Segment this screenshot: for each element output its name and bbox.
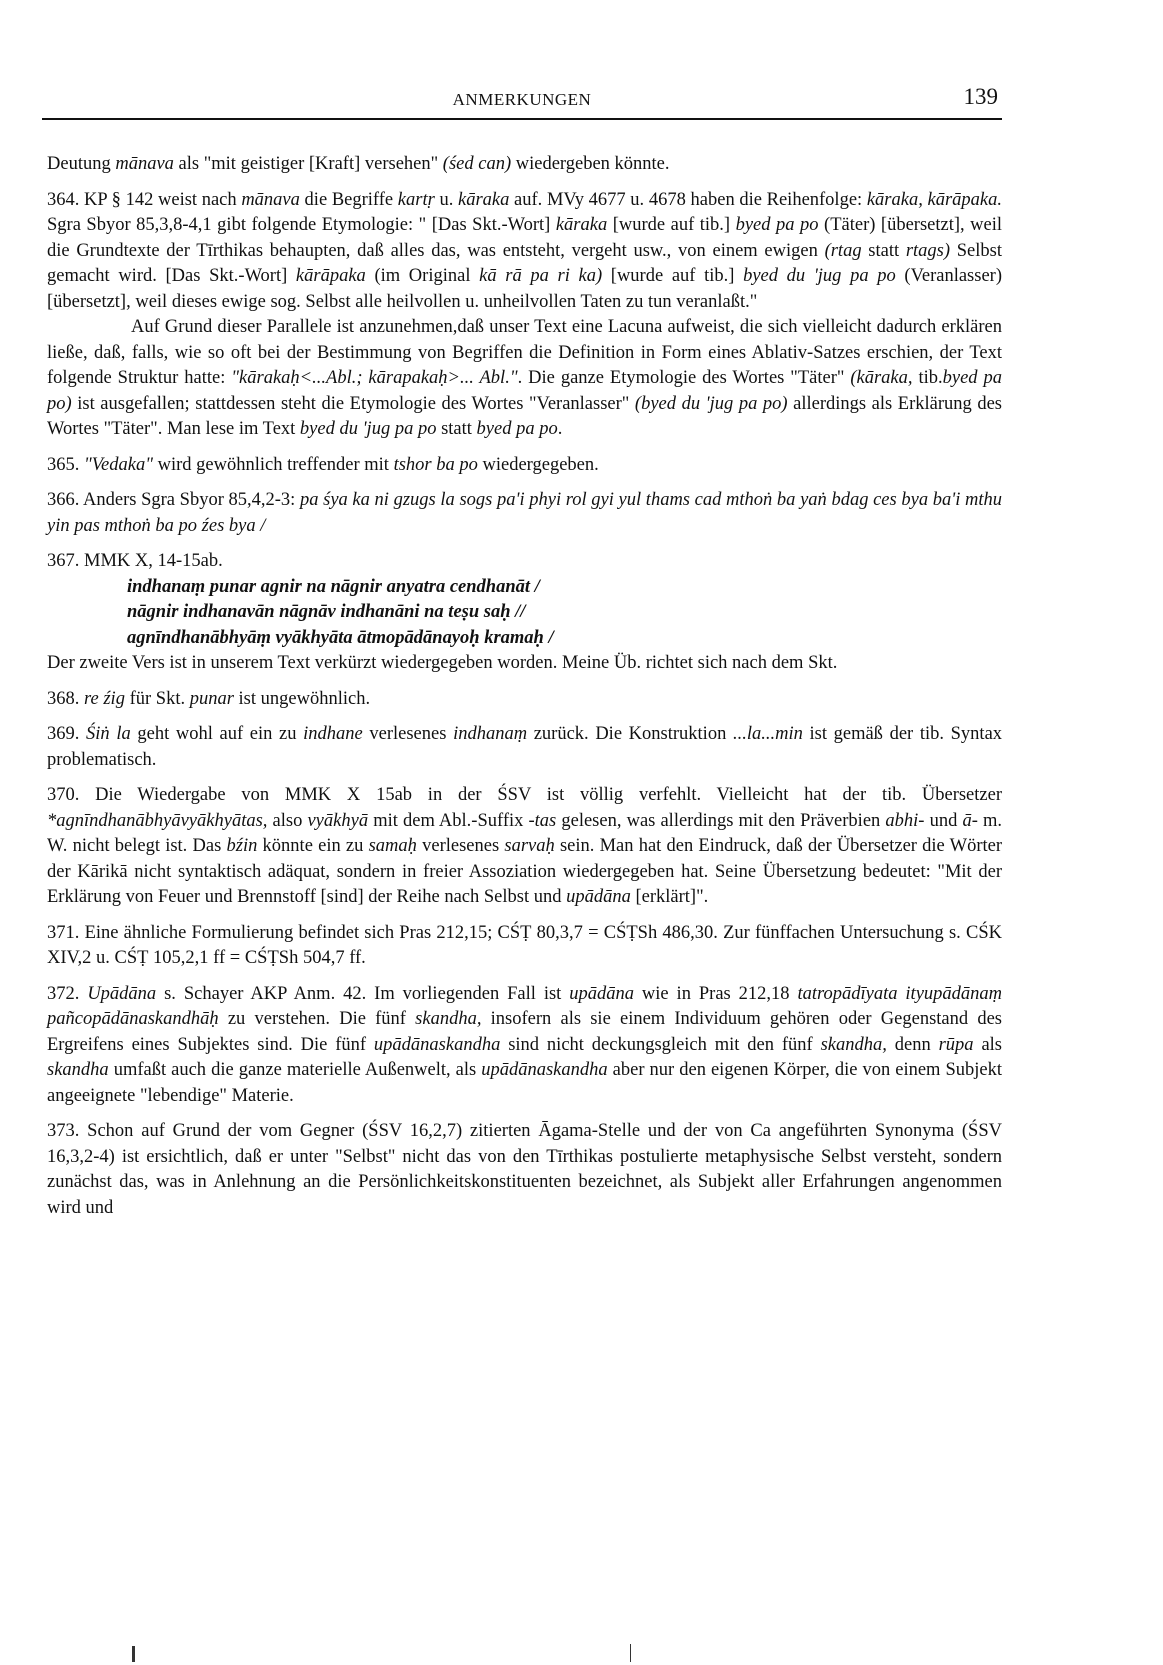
text-run: . xyxy=(557,419,563,439)
text-run: 371. Eine ähnliche Formulierung befindet sich Pras 212,15; CŚṬ 80,3,7 = CŚṬSh 486,30. Zur fünffachen Untersuchung s. CŚK XIV,2 u. CŚṬ 105,2,1 ff = CŚṬSh 504,7 ff. xyxy=(47,922,1002,968)
italic-term: kāraka, kārāpaka. xyxy=(866,189,1003,210)
text-run: (Täter) [übersetzt], weil die Grundtexte der Tīrthikas behaupten, daß alles das, was entsteht, vergeht usw., von einem ewigen xyxy=(47,215,1002,261)
text-run: 365. xyxy=(47,454,84,475)
running-head: ANMERKUNGEN xyxy=(452,90,592,109)
text-run: 372. xyxy=(47,983,88,1004)
text-run: also xyxy=(267,810,308,831)
italic-term: byed du 'jug pa po xyxy=(299,419,437,439)
text-run: ist ausgefallen; stattdessen steht die Etymologie des Wortes "Veranlasser" xyxy=(71,393,635,414)
italic-term: upādāna xyxy=(569,983,634,1004)
text-run: sein. Man hat den Eindruck, daß der Übersetzer die Wörter der Kārikā nicht syntaktisch adäquat, sondern in freier Assoziation wiedergegeben hat. Seine Übersetzung bedeutet: "Mit der Erklärung von Feuer und Brennstoff [sind] der Reihe nach Selbst und xyxy=(47,836,1003,907)
italic-term: pa śya ka ni gzugs la sogs pa'i phyi rol gyi yul thams cad mthoṅ ba yaṅ bdag ces bya ba'i mthu yin pas mthoṅ ba po źes bya / xyxy=(47,490,1002,536)
text-run: tib. xyxy=(912,368,943,388)
text-run: 364. KP § 142 weist nach xyxy=(47,189,242,210)
text-run: umfaßt auch die ganze materielle Außenwelt, als xyxy=(108,1060,482,1080)
italic-term: mānava xyxy=(241,189,300,210)
text-run: m. W. nicht belegt ist. Das xyxy=(47,810,1003,856)
italic-term: skandha xyxy=(47,1060,109,1080)
text-run: Sgra Sbyor 85,3,8-4,1 gibt folgende Etymologie: " [Das Skt.-Wort] xyxy=(47,215,556,235)
italic-term: rūpa xyxy=(938,1034,974,1055)
italic-term: byed pa po) xyxy=(47,368,1002,414)
text-run: [erklärt]". xyxy=(630,887,709,907)
note-paragraph xyxy=(47,921,1002,972)
verse-line: agnīndhanābhyāṃ vyākhyāta ātmopādānayoḥ kramaḥ / xyxy=(127,627,554,648)
italic-term: *agnīndhanābhyāvyākhyātas, xyxy=(47,810,268,831)
italic-term: bźin xyxy=(226,836,258,856)
text-run: mit dem Abl.-Suffix xyxy=(368,810,529,831)
text-run: als xyxy=(973,1034,1002,1055)
note-paragraph xyxy=(47,188,1002,316)
scan-artifacts xyxy=(0,1640,1163,1665)
text-run: auf. MVy 4677 u. 4678 haben die Reihenfolge: xyxy=(509,189,867,210)
page-body xyxy=(47,152,1002,1231)
text-run: aber nur den eigenen Körper, die von einem Subjekt angeeignete "lebendige" Materie. xyxy=(47,1060,1002,1106)
note-paragraph xyxy=(47,315,1002,443)
italic-term: ...la...min xyxy=(732,724,803,744)
text-run: 373. Schon auf Grund der vom Gegner (ŚSV 16,2,7) zitierten Āgama-Stelle und der von Ca angeführten Synonyma (ŚSV 16,3,2-4) ist ersichtlich, daß er unter "Selbst" nicht das von den Tīrthikas postulierte metaphysische Selbst versteht, sondern zunächst das, was in Anlehnung an die Persönlichkeitskonstituenten bezeichnet, als Subjekt aller Erfahrungen angenommen wird und xyxy=(47,1121,1002,1218)
italic-term: ā- xyxy=(962,810,978,831)
text-run: und xyxy=(924,810,963,831)
italic-term: upādāna xyxy=(566,887,631,907)
verse-block xyxy=(127,575,1002,652)
text-run: zurück. Die Konstruktion xyxy=(527,724,733,744)
text-run: die Begriffe xyxy=(299,189,398,210)
italic-term: rtags) xyxy=(905,240,951,261)
italic-term: "kārakaḥ<...Abl.; kārapakaḥ>... Abl." xyxy=(231,368,518,388)
note-paragraph xyxy=(47,783,1002,911)
italic-term: (byed du 'jug pa po) xyxy=(634,393,788,414)
italic-term: Upādāna xyxy=(87,983,157,1004)
notes-after-verse xyxy=(47,651,1002,1221)
text-run: 368. xyxy=(47,688,84,709)
italic-term: re źig xyxy=(84,688,125,709)
italic-term: (kāraka, xyxy=(850,368,913,388)
italic-term: sarvaḥ xyxy=(504,836,555,856)
text-run: insofern als sie einem Individuum gehören oder Gegenstand des Ergreifens eines Subjektes sind. Die fünf xyxy=(47,1009,1002,1055)
note-paragraph xyxy=(47,1119,1002,1221)
text-run: allerdings als Erklärung des Wortes "Täter". Man lese im Text xyxy=(47,393,1002,439)
text-run: wiedergeben könnte. xyxy=(511,154,670,174)
text-run: sind nicht deckungsgleich mit den fünf xyxy=(500,1034,821,1055)
text-run: verlesenes xyxy=(362,724,454,744)
italic-term: byed pa po xyxy=(735,215,819,235)
italic-term: byed du 'jug pa po xyxy=(743,266,896,286)
text-run: zu verstehen. Die fünf xyxy=(218,1009,416,1029)
italic-term: abhi- xyxy=(885,810,925,831)
italic-term: (rtag xyxy=(824,240,862,261)
italic-term: samaḥ xyxy=(368,836,417,856)
italic-term: tshor ba po xyxy=(393,454,478,475)
italic-term: Śiṅ la xyxy=(86,724,131,744)
italic-term: kā rā pa ri ka) xyxy=(479,266,603,286)
italic-term: kāraka xyxy=(555,215,608,235)
italic-term: byed pa po xyxy=(476,419,558,439)
note-paragraph xyxy=(47,453,1002,479)
text-run: statt xyxy=(861,240,906,261)
note-paragraph xyxy=(47,488,1002,539)
italic-term: skandha, xyxy=(820,1034,887,1055)
italic-term: kartṛ xyxy=(397,189,435,210)
text-run: statt xyxy=(436,419,477,439)
italic-term: indhane xyxy=(303,724,363,744)
italic-term: kārāpaka xyxy=(295,266,366,286)
text-run: (Veranlasser) [übersetzt], weil dieses ewige sog. Selbst alle heilvollen u. unheilvollen Taten zu tun veranlaßt." xyxy=(47,266,1002,312)
text-run: geht wohl auf ein zu xyxy=(130,724,304,744)
note-paragraph xyxy=(47,722,1002,773)
text-run: wiedergegeben. xyxy=(477,454,599,475)
text-run: [wurde auf tib.] xyxy=(602,266,744,286)
page-header xyxy=(42,84,1002,120)
note-paragraph xyxy=(47,687,1002,713)
text-run: gelesen, was allerdings mit den Präverbien xyxy=(556,810,886,831)
text-run: als "mit geistiger [Kraft] versehen" xyxy=(173,154,443,174)
text-run: könnte ein zu xyxy=(257,836,369,856)
text-run: 366. Anders Sgra Sbyor 85,4,2-3: xyxy=(47,490,300,510)
text-run: wie in Pras 212,18 xyxy=(634,983,798,1004)
text-run: u. xyxy=(434,189,459,210)
note-paragraph xyxy=(47,982,1002,1110)
italic-term: upādānaskandha xyxy=(481,1060,608,1080)
italic-term: -tas xyxy=(528,810,557,831)
verse-line: indhanaṃ punar agnir na nāgnir anyatra cendhanāt / xyxy=(127,576,540,597)
text-run: 369. xyxy=(47,724,87,744)
note-paragraph xyxy=(47,549,1002,575)
text-run: verlesenes xyxy=(416,836,505,856)
text-run: 370. Die Wiedergabe von MMK X 15ab in der ŚSV ist völlig verfehlt. Vielleicht hat der tib. Übersetzer xyxy=(47,785,1002,805)
text-run: Auf Grund dieser Parallele ist anzunehmen,daß unser Text eine Lacuna aufweist, die sich vielleicht dadurch erklären ließe, daß, falls, wie so oft bei der Bestimmung von Begriffen die Definition in Form eines Ablativ-Satzes erschien, der Text folgende Struktur hatte: xyxy=(47,317,1002,388)
text-run: Der zweite Vers ist in unserem Text verkürzt wiedergegeben worden. Meine Üb. richtet sich nach dem Skt. xyxy=(47,653,838,673)
italic-term: punar xyxy=(189,688,234,709)
italic-term: skandha, xyxy=(415,1009,482,1029)
text-run: ist gemäß der tib. Syntax problematisch. xyxy=(47,724,1003,770)
page-number: 139 xyxy=(963,84,998,109)
text-run: Deutung xyxy=(47,154,116,174)
italic-term: indhanaṃ xyxy=(453,724,528,744)
italic-term: tatropādīyata ityupādānaṃ pañcopādānaskandhāḥ xyxy=(47,983,1003,1029)
note-paragraph xyxy=(47,651,1002,677)
notes-before-verse xyxy=(47,152,1002,575)
italic-term: "Vedaka" xyxy=(84,454,153,475)
text-run: für Skt. xyxy=(124,688,190,709)
text-run: [wurde auf tib.] xyxy=(607,215,736,235)
text-run: wird gewöhnlich treffender mit xyxy=(152,454,394,475)
italic-term: (śed can) xyxy=(442,154,512,174)
text-run: . Die ganze Etymologie des Wortes "Täter" xyxy=(517,368,851,388)
text-run: 367. MMK X, 14-15ab. xyxy=(47,551,223,571)
italic-term: upādānaskandha xyxy=(373,1034,501,1055)
text-run: ist ungewöhnlich. xyxy=(233,688,371,709)
italic-term: vyākhyā xyxy=(307,810,369,831)
italic-term: kāraka xyxy=(458,189,510,210)
text-run: (im Original xyxy=(365,266,480,286)
text-run: s. Schayer AKP Anm. 42. Im vorliegenden Fall ist xyxy=(156,983,570,1004)
text-run: Selbst gemacht wird. [Das Skt.-Wort] xyxy=(47,240,1002,286)
note-paragraph xyxy=(47,152,1002,178)
italic-term: mānava xyxy=(115,154,174,174)
verse-line: nāgnir indhanavān nāgnāv indhanāni na teṣu saḥ // xyxy=(127,602,526,622)
text-run: denn xyxy=(886,1034,939,1055)
